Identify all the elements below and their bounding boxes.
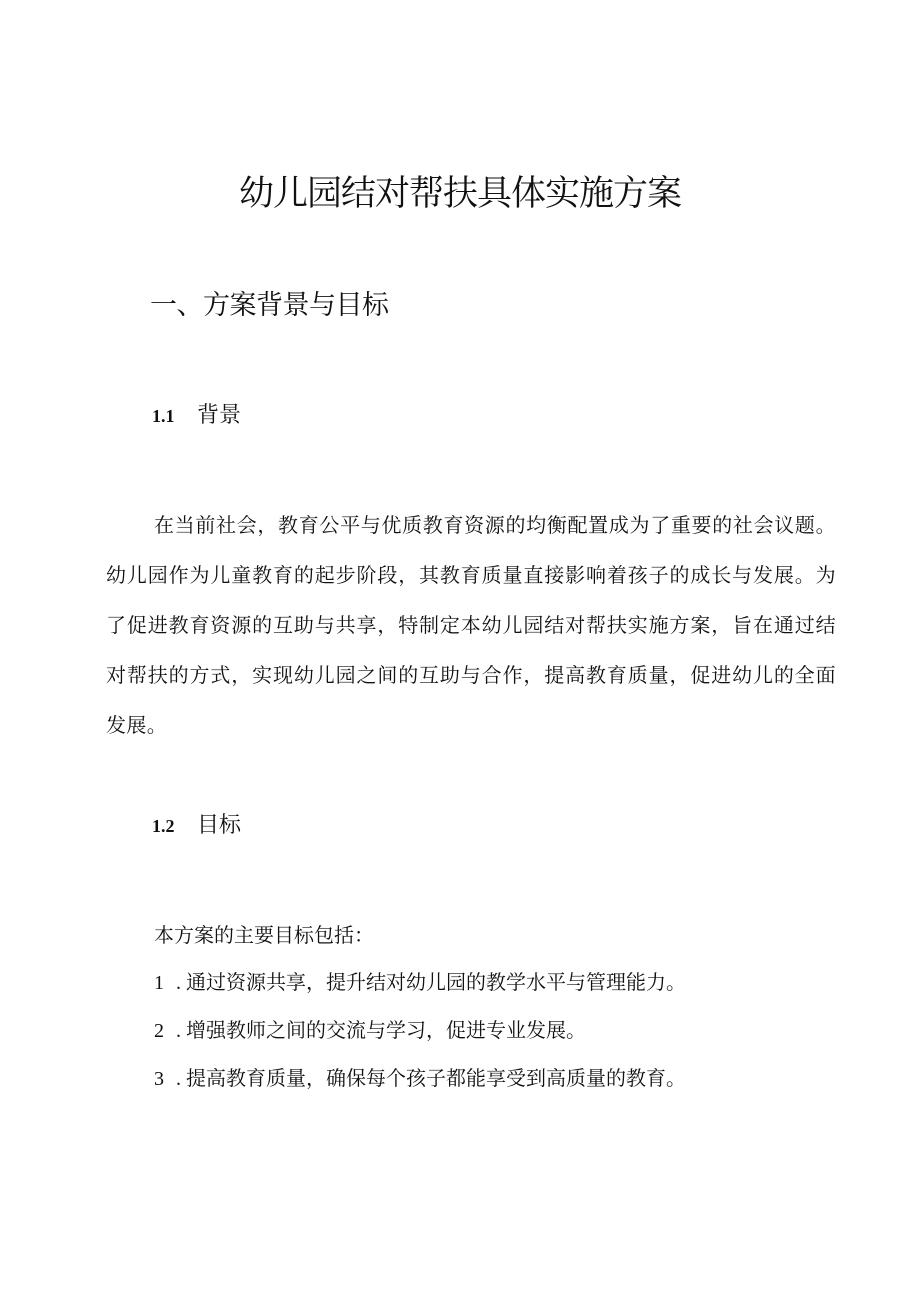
list-item bbox=[154, 1063, 686, 1094]
list-item bbox=[154, 967, 686, 998]
list-marker: 2 bbox=[154, 1020, 164, 1042]
list-text: 通过资源共享，提升结对幼儿园的教学水平与管理能力。 bbox=[186, 970, 686, 994]
list-text: 提高教育质量，确保每个孩子都能享受到高质量的教育。 bbox=[186, 1066, 686, 1090]
goals-intro: 本方案的主要目标包括： bbox=[154, 923, 374, 947]
subsection-heading-background bbox=[152, 400, 241, 432]
list-dot: . bbox=[176, 1020, 181, 1042]
subsection-number: 1.1 bbox=[152, 406, 175, 426]
list-dot: . bbox=[176, 1068, 181, 1090]
list-item bbox=[154, 1015, 586, 1046]
subsection-label: 背景 bbox=[197, 403, 242, 428]
section-heading: 一、方案背景与目标 bbox=[150, 290, 389, 321]
list-text: 增强教师之间的交流与学习，促进专业发展。 bbox=[186, 1018, 586, 1042]
list-marker: 3 bbox=[154, 1068, 164, 1090]
subsection-number: 1.2 bbox=[152, 816, 175, 836]
list-dot: . bbox=[176, 972, 181, 994]
subsection-label: 目标 bbox=[197, 813, 242, 838]
document-title: 幼儿园结对帮扶具体实施方案 bbox=[238, 174, 681, 214]
background-paragraph: 在当前社会，教育公平与优质教育资源的均衡配置成为了重要的社会议题。幼儿园作为儿童教育的起步阶段，其教育质量直接影响着孩子的成长与发展。为了促进教育资源的互助与共享，特制定本幼儿园结对帮扶实施方案，旨在通过结对帮扶的方式，实现幼儿园之间的互助与合作，提高教育质量，促进幼儿的全面发展。 bbox=[106, 513, 836, 737]
list-marker: 1 bbox=[154, 972, 164, 994]
subsection-heading-goals bbox=[152, 810, 241, 842]
